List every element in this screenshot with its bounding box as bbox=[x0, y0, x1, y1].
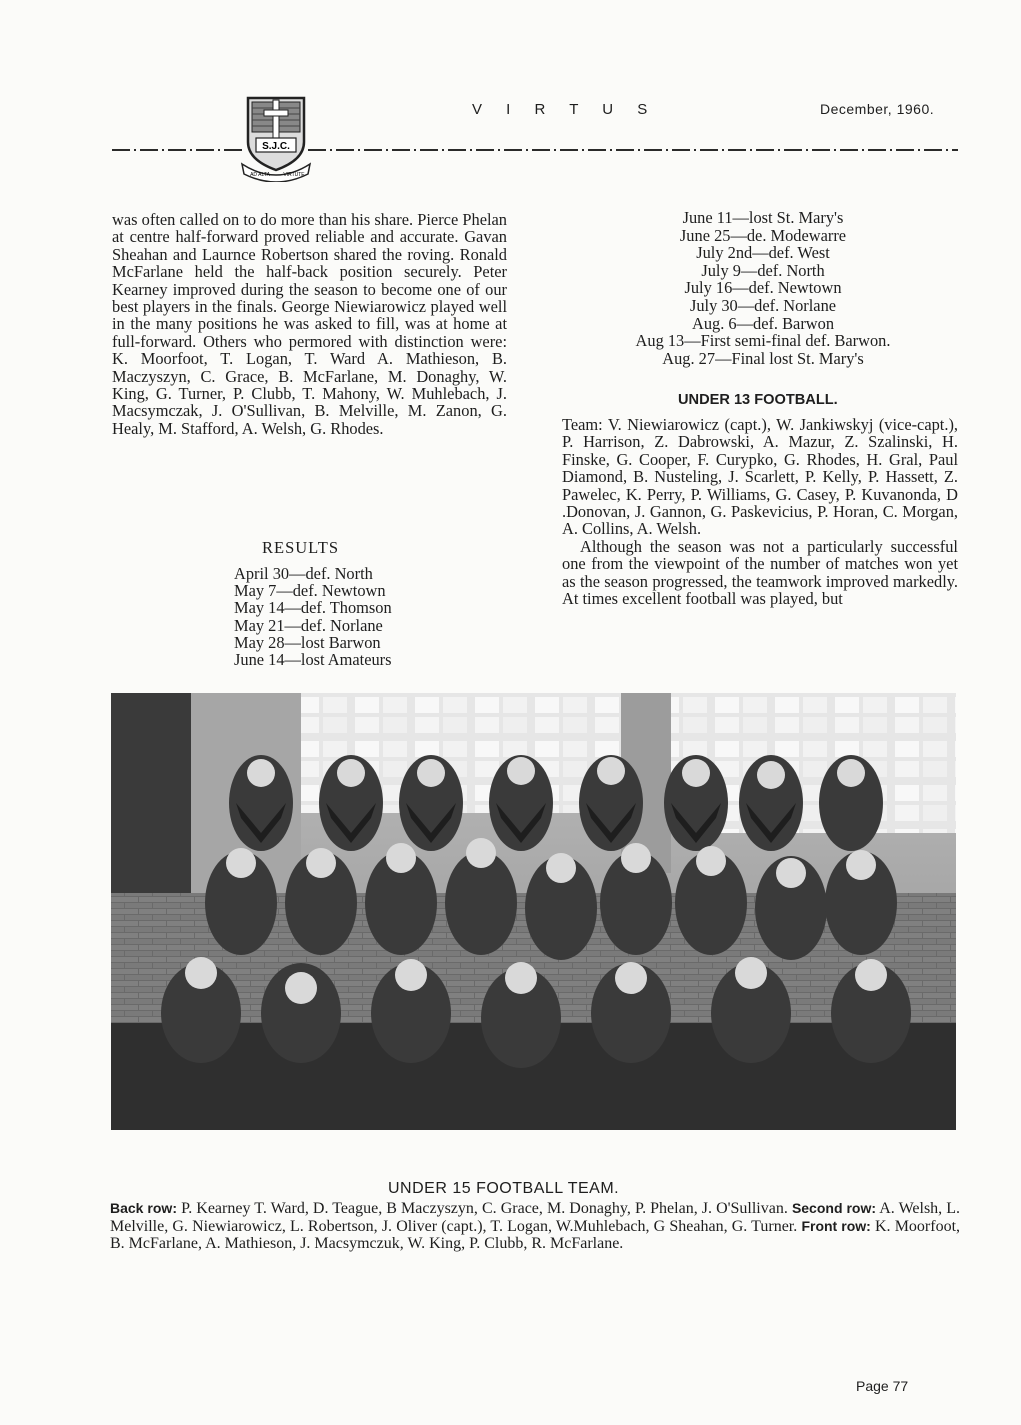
team-photo-image bbox=[111, 693, 956, 1130]
header-rule-right bbox=[308, 149, 958, 151]
fixture-item: Aug. 6—def. Barwon bbox=[691, 313, 835, 333]
result-item: April 30—def. North bbox=[234, 564, 373, 583]
team-list: Team: V. Niewiarowicz (capt.), W. Jankiwskyj (vice-capt.), P. Harrison, Z. Dabrowski, A. Mazur, Z. Szalinski, H. Finske, G. Cooper, F. Curypko, G. Rhodes, H. Gral, Paul Diamond, B. Nusteling, J. Scarlett, P. Kelly, P. Hassett, Z. Pawelec, K. Perry, P. Williams, G. Casey, P. Kuvanonda, D .Donovan, J. Gannon, G. Paskevicius, P. Horan, C. Morgan, A. Collins, A. Welsh. bbox=[562, 415, 958, 539]
fixture-item: July 9—def. North bbox=[701, 260, 825, 280]
back-row-label: Back row: bbox=[110, 1200, 177, 1216]
school-crest-logo bbox=[240, 90, 312, 182]
result-item: May 21—def. Norlane bbox=[234, 615, 383, 635]
results-heading: RESULTS bbox=[262, 538, 339, 557]
svg-text:AD ALTA: AD ALTA bbox=[250, 172, 270, 178]
results-list bbox=[234, 565, 392, 668]
header-rule-left bbox=[112, 149, 244, 151]
fixture-item: July 30—def. Norlane bbox=[689, 295, 837, 315]
photo-caption-title: UNDER 15 FOOTBALL TEAM. bbox=[388, 1180, 620, 1197]
fixture-item: July 16—def. Newtown bbox=[684, 278, 842, 298]
svg-text:VIRTUTE: VIRTUTE bbox=[283, 172, 305, 178]
issue-date: December, 1960. bbox=[820, 101, 935, 117]
under-13-heading: UNDER 13 FOOTBALL. bbox=[678, 392, 838, 408]
left-column-text bbox=[112, 211, 507, 437]
back-row-names: P. Kearney T. Ward, D. Teague, B Maczyszyn, C. Grace, M. Donaghy, P. Phelan, J. O'Sullivan. bbox=[181, 1200, 788, 1217]
fixture-item: June 25—de. Modewarre bbox=[679, 225, 847, 245]
fixture-item: July 2nd—def. West bbox=[696, 243, 830, 263]
page-header bbox=[0, 0, 1021, 190]
front-row-label: Front row: bbox=[801, 1217, 871, 1234]
svg-text:S.J.C.: S.J.C. bbox=[262, 141, 290, 152]
result-item: May 7—def. Newtown bbox=[234, 581, 386, 601]
second-row-names: A. Welsh, L. Melville, G. Niewiarowicz, L. Robertson, J. Oliver (capt.), T. Logan, W.Muhlebach, G Sheahan, G. Turner. bbox=[110, 1200, 961, 1235]
fixture-item: Aug 13—First semi-final def. Barwon. bbox=[635, 331, 891, 351]
result-item: May 28—lost Barwon bbox=[234, 632, 381, 652]
second-row-label: Second row: bbox=[791, 1200, 877, 1216]
result-item: May 14—def. Thomson bbox=[234, 598, 392, 618]
team-photo bbox=[111, 693, 956, 1130]
result-item: June 14—lost Amateurs bbox=[234, 650, 392, 670]
fixture-item: June 11—lost St. Mary's bbox=[682, 208, 844, 227]
front-row-names: K. Moorfoot, B. McFarlane, A. Mathieson, J. Macsymczuk, W. King, P. Clubb, R. McFarlane. bbox=[110, 1217, 961, 1252]
paragraph: was often called on to do more than his share. Pierce Phelan at centre half-forward proved reliable and accurate. Gavan Sheahan and Laurnce Robertson shared the roving. Ronald McFarlane held the half-back position securely. Peter Kearney improved during the season to become one of our best players in the finals. George Niewiarowicz played well in the many positions he was asked to fill, was at home at full-forward. Others who permored with distinction were: K. Moorfoot, T. Logan, T. Ward A. Mathieson, B. Maczyszyn, C. Grace, B. McFarlane, M. Donaghy, W. King, G. Turner, P. Clubb, T. Mahony, W. Muhlebach, J. Macsymczak, J. O'Sullivan, B. Melville, M. Zanon, G. Healy, M. Stafford, A. Welsh, G. Rhodes. bbox=[112, 210, 507, 438]
magazine-title: V I R T U S bbox=[472, 101, 658, 118]
photo-caption bbox=[110, 1200, 960, 1253]
fixtures-list bbox=[578, 209, 948, 367]
page-number: Page 77 bbox=[856, 1378, 909, 1394]
under-13-text bbox=[562, 416, 958, 607]
fixture-item: Aug. 27—Final lost St. Mary's bbox=[662, 348, 864, 368]
paragraph: Although the season was not a particularly successful one from the viewpoint of the number of matches won yet as the season progressed, the teamwork improved markedly. At times excellent football was played, but bbox=[562, 536, 958, 609]
